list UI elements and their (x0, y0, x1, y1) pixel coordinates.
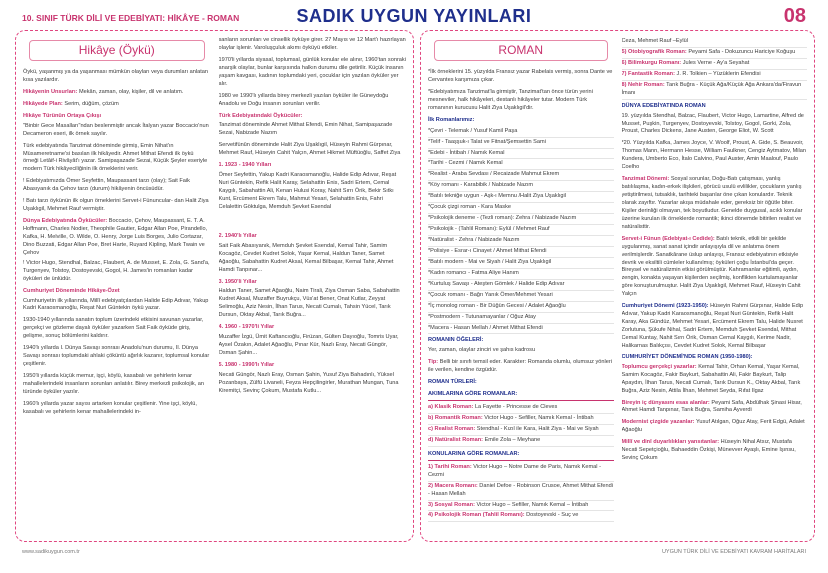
text: *Psikolojik - (Tahlil Romanı): Eylül / Mehmet Rauf (428, 226, 550, 233)
paragraph (219, 57, 407, 89)
paragraph (23, 317, 211, 341)
paragraph (23, 89, 211, 97)
list-item (428, 414, 614, 425)
paragraph (23, 69, 211, 85)
term-label: 2) Macera Romanı: (428, 482, 478, 489)
text: *Macera - Hasan Mellah / Ahmet Mithat Efendi (428, 324, 543, 331)
text: Daniel Defoe - Robinson Crusoe, Ahmet Mithat Efendi - Hasan Mellah (428, 482, 614, 497)
text: Kemal Tahir, Orhan Kemal, Yaşar Kemal, Samim Kocagöz, Fakir Baykurt, Sabahattin Ali, Fakir Baykurt, Talip Apaydın, İlhan Tarus, Necati Cumalı, Tarık Dursun K., Oktay Akbal, Tarık Buğra, Aziz Nesin, Attila İlhan, Mehmet Seyda, Rıfat Ilgaz (621, 363, 801, 394)
text: ! Victor Hugo, Stendhal, Balzac, Flaubert, A. de Musset, E. Zola, G. Sand'a, Turgenyev, Tolstoy, Dostoyevski, Gogol, H. James'in romanları kadar öyküleri de ünlüdür. (23, 259, 210, 282)
text: Türk Edebiyatındaki Öykücüler: (218, 112, 303, 119)
text: Hüseyin Rahmi Gürpınar, Halide Edip Adıvar, Yakup Kadri Karaosmanoğlu, Reşat Nuri Güntekin, Refik Halit Karay, Aka Gündüz, Mehmet Yesari, Ercüment Ekrem Talu, Halide Nusret Zorlutuna, Şükufe Nihal, Sadri Ertem, Memduh Şevket Esendal, Mithat Cemal Kuntay, Nahit Sırrı Örik, Osman Cemal Kaygılı, Kerime Nadir, Halikarnas Balıkçısı, Cevdet Kudret Solok, Kemal Bilbaşar (621, 303, 804, 349)
text: Cumhuriyetin ilk yıllarında, Millî edebiyatçılardan Halide Edip Adıvar, Yakup Kadri Karaosmanoğlu, Reşat Nuri Güntekin öykü yazar. (23, 297, 209, 312)
text: *İlk örneklerini 15. yüzyılda Fransız yazar Rabelais vermiş, sonra Dante ve Cervantes karşımıza çıkar. (428, 69, 613, 83)
text: Peyami Safa, Abdülhak Şinasi Hisar, Ahmet Hamdi Tanpınar, Tarık Buğra, Samiha Ayverdi (621, 399, 802, 414)
section-heading (23, 218, 211, 258)
section-heading (219, 233, 407, 241)
text: *Natüralist - Zehra / Nabizade Nazım (428, 237, 520, 244)
list-item (428, 501, 614, 512)
hikaye-panel (15, 30, 414, 542)
text: *Kadın romancı - Fatma Aliye Hanım (428, 269, 519, 276)
list-item (428, 149, 614, 160)
text: Tarık Buğra - Küçük Ağa/Küçük Ağa Ankara'da/Firavun İmanı (621, 81, 802, 96)
term-label: Tanzimat Dönemi: (621, 176, 670, 183)
term-label: b) Romantik Roman: (428, 415, 483, 422)
section-heading (219, 162, 407, 170)
text: Dünya Edebiyatında Öykücüler: (23, 218, 108, 225)
term-label: c) Realist Roman: (428, 425, 476, 432)
list-item (428, 138, 614, 149)
text: 1980 ve 1990'lı yıllarda birey merkezli yazılan öyküler ile Güneydoğu Anadolu ve Doğu insanın sorunları verilir. (218, 92, 389, 107)
paragraph (219, 93, 407, 109)
paragraph (428, 69, 614, 85)
roman-column-1 (428, 37, 614, 535)
term-label: Millî ve dinî duyarlılıkları yansıtanlar: (621, 439, 720, 446)
list-item (428, 247, 614, 258)
text: Batılı teknik, etkili bir şekilde uygulanmış, sanat sanat içindir anlayışıyla dil ve anlatıma önem verilmişlerdir. Sanatkârane üslup anlayışı, Fransız edebiyatının etkisiyle devrik ve eksiltili cümleler kullanılmış; öyküleri çoğu İstanbul'da geçer. Bireysel ve natüralizmin etkisi görülmüştür. Kahramanlar eğitimli, aydın, zengin, konakta yaşayan kişilerden seçilmiş, konflikten kurtulamayanlar göre konuşturulmuştur. Halit Ziya Uşaklıgil, Mehmet Rauf, Hüseyin Cahit Yalçın (621, 235, 801, 298)
text: Jules Verne - Ay'a Seyahat (681, 59, 750, 66)
paragraph (23, 143, 211, 175)
section-heading (428, 450, 614, 461)
paragraph (219, 334, 407, 358)
roman-panel (420, 30, 815, 542)
paragraph (219, 37, 407, 53)
paragraph (428, 89, 614, 113)
footer-series: UYGUN TÜRK DİLİ VE EDEBİYATI KAVRAM HARİTALARI (661, 549, 806, 555)
text: Mekân, zaman, olay, kişiler, dil ve anlatım. (77, 88, 184, 95)
text: AKIMLARINA GÖRE ROMANLAR: (428, 391, 518, 398)
paragraph (23, 123, 211, 139)
text: *Kurtuluş Savaşı - Ateşten Gömlek / Halide Edip Adıvar (428, 280, 565, 287)
text: KONULARINA GÖRE ROMANLAR: (428, 450, 520, 457)
text: Peyami Safa - Dokuzuncu Hariciye Koğuşu (686, 48, 796, 55)
text: Belli bir sınıfı temsil eder. Karakter: Romanda olumlu, olumsuz yönleri ile verilen, kendine özgüdür. (428, 359, 612, 374)
text: *Çocuk romanı - Bağrı Yanık Ömer/Mehmet Yesari (428, 291, 553, 298)
section-heading (622, 103, 808, 111)
list-item (622, 59, 808, 70)
text: Serim, düğüm, çözüm (62, 100, 119, 107)
list-item (428, 203, 614, 214)
text: Haldun Taner, Samet Ağaoğlu, Naim Tirali, Ziya Osman Saba, Sabahattin Kudret Aksal, Muzaffer Buyrukçu, Vüs'at Bener, Onat Kutlar, Zeyyat Selimoğlu, Aziz Nesin, İlhan Tarus, Necati Cumalı, Tahsin Yücel, Tarık Dursun, Oktay Akbal, Tarık Buğra... (218, 288, 400, 319)
text: 19. yüzyılda Stendhal, Balzac, Flaubert, Victor Hugo, Lamartine, Alfred de Musset, Puşkin, Turgenyev, Dostoyevski, Tolstoy, Gogol, Gorki, Zola, Proust, Charles Dickens, Jane Austen, George Eliot, W. Scott (621, 112, 804, 135)
paragraph (219, 122, 407, 138)
text: 1970'li yıllarda siyasal, toplumsal, günlük konular ele alınır, 1960'tan sonraki anarşik olaylar, bunlar karşısında halkın durumu dile getirilir. Küçük insanın yaşam kavgası, kadının toplumdaki yeri, çocuklar için yazılan öyküler yer alır. (218, 56, 406, 87)
paragraph (622, 419, 808, 435)
paragraph (219, 288, 407, 320)
text: Necati Güngör, Nazlı Eray, Osman Şahin, Yusuf Ziya Bahadınlı, Yüksel Pozanbaya, Zülfü Livaneli, Feyza Hepçilingirler, Murathan Mungan, Tuna Kiremitçi, Sevinç Çokum, Mustafa Kutlu... (218, 371, 399, 394)
text: 1960'lı yıllarda yazar sayısı artarken konular çeşitlenir. Yine işçi, köylü, kasabalı ve şehirlerin kenar mahallelerindeki in- (23, 400, 197, 415)
section-heading (219, 362, 407, 370)
section-heading (23, 113, 211, 121)
hikaye-title: Hikâye (Öykü) (29, 40, 205, 61)
paragraph (622, 140, 808, 172)
text: CUMHURİYET DÖNEMİ'NDE ROMAN (1950-1980): (621, 353, 753, 360)
list-item (622, 70, 808, 81)
text: *20. Yüzyılda Kafka, James Joyce, V. Woolf, Proust, A. Gide, S. Beauvoir, Thomas Mann, Hermann Hesse, William Faulkner, Cengiz Aytmatov, Milan Kundera, Umberto Eco, İtalo Calvino, Paul Auster, Amin Maalouf, Paulo Coelho (621, 140, 806, 171)
section-heading (622, 303, 808, 351)
text: Boccacio, Çehov, Maupassant, E. T. A. Hoffmann, Charles Nodier, Theophile Gautier, Edgar Allan Poe, Pirandello, Kafka, H. Melville, O. Wilde, O. Henry, Jorge Luis Borges, Julio Cortazar, Dino Buzzati, Edgar Allan Poe, Bret Harte, Ruyard Kipling, Mark Twain ve Çehov (23, 218, 208, 256)
list-item (428, 425, 614, 436)
hikaye-column-1 (23, 37, 211, 535)
text: "Binbir Gece Masalları"ndan beslenmiştir ancak İtalyan yazar Boccacio'nun Decameron eseri, ilk örnek sayılır. (23, 122, 209, 137)
text: Cumhuriyet Döneminde Hikâye-Özet (23, 287, 120, 294)
paragraph (23, 401, 211, 417)
text: ROMANIN ÖĞELERİ: (428, 337, 484, 344)
text: Dostoyevski - Suç ve (524, 512, 579, 519)
term-label: 1) Tarihi Roman: (428, 463, 472, 470)
list-item (428, 181, 614, 192)
term-label: Hikâyede Plan: (23, 100, 63, 107)
text: Yusuf Atılgan, Oğuz Atay, Ferit Edgü, Adalet Ağaoğlu (621, 419, 805, 434)
text: *Çevri - Telemak / Yusuf Kamil Paşa (428, 127, 518, 134)
list-item (428, 482, 614, 501)
roman-title: ROMAN (434, 40, 608, 61)
text: *Realist - Araba Sevdası / Recaizade Mahmut Ekrem (428, 171, 560, 178)
term-label: 3) Sosyal Roman: (428, 501, 475, 508)
paragraph (219, 172, 407, 212)
list-item (622, 37, 808, 48)
text: J. R. Tolkien – Yüzüklerin Efendisi (674, 70, 761, 77)
term-label: Hikâyenin Unsurları: (23, 88, 78, 95)
list-item (428, 170, 614, 181)
list-item (428, 236, 614, 247)
term-label: Bireyin iç dünyasını esas alanlar: (621, 399, 710, 406)
text: La Fayette - Princesse de Cleves (473, 404, 558, 411)
footer-website: www.sadikuygun.com.tr (22, 549, 80, 555)
list-item (428, 302, 614, 313)
text: 1930-1940 yıllarında sanatın toplum üzerindeki etkisini savunan yazarlar, gerçekçi ve gözleme dayalı öyküler yazarken Sait Faik öyküde giriş, gelişme, sonuç bölümlerini kaldırır. (23, 317, 204, 340)
section-heading (428, 117, 614, 125)
term-label: Toplumcu gerçekçi yazarlar: (621, 363, 697, 370)
text: 2. 1940'lı Yıllar (218, 232, 257, 239)
text: Sait Faik Abasıyanık, Memduh Şevket Esendal, Kemal Tahir, Samim Kocagöz, Cevdet Kudret Solok, Yaşar Kemal, Haldun Taner, Samet Ağaoğlu, Sabahattin Kudret Aksal, Kemal Bilbaşar, Kemal Tahir, Ahmet Hamdi Tanpınar... (218, 242, 394, 273)
paragraph (219, 243, 407, 275)
text: Victor Hugo - Sefiller, Namık Kemal - İntibah (482, 415, 594, 422)
text: Ceza, Mehmet Rauf –Eylül (621, 38, 689, 44)
term-label: 4) Psikolojik Roman (Tahlil Romanı): (428, 512, 525, 519)
text: *Postmodern - Tutunamayanlar / Oğuz Atay (428, 313, 536, 320)
paragraph (622, 176, 808, 232)
text: Ömer Seyfettin, Yakup Kadri Karaosmanoğlu, Halide Edip Adıvar, Reşat Nuri Güntekin, Refik Halit Karay, Selahattin Enis, Sadri Ertem, Cemal Kaygılı, Sabahattin Ali, Kenan Hulusi Koray, Nahit Sırrı Örik, Bekir Sıtkı Kunt, Ercüment Ekrem Talu, Mahmut Yesari, Selahattin Enis, Fahri Celalettin Göktulga, Memduh Şevket Esendal (218, 172, 397, 210)
term-label: 8) Nehir Roman: (621, 81, 665, 88)
list-item (622, 48, 808, 59)
text: Yer, zaman, olaylar zinciri ve şahıs kadrosu (428, 347, 536, 354)
paragraph (23, 178, 211, 194)
text: Öykü, yaşanmış ya da yaşanması mümkün olayları veya durumları anlatan kısa yazılardır. (23, 69, 208, 83)
section-heading (428, 379, 614, 387)
term-label: 5) Otobiyografik Roman: (621, 48, 687, 55)
text: *Edebiyatımıza Tanzimat'la girmiştir, Tanzimat'tan önce türün yerini mesneviler, halk hikâyeleri, destanlı hikâyeler tutar. Modern Türk romanının kurucusu Halit Ziya Uşaklıgil'dir. (428, 88, 593, 111)
page-number: 08 (783, 5, 806, 27)
text: Servetifünûn döneminde Halit Ziya Uşaklıgil, Hüseyin Rahmi Gürpınar, Mehmet Rauf, Hüseyin Cahit Yalçın, Ahmet Hikmet Müftüoğlu, Saffet Ziya (218, 142, 401, 157)
paragraph (23, 198, 211, 214)
text: Hikâye Türünün Ortaya Çıkışı (23, 112, 102, 119)
text: *Edebi - İntibah / Namık Kemal (428, 149, 505, 156)
paragraph (428, 347, 614, 355)
list-item (428, 463, 614, 482)
list-item (428, 511, 614, 522)
paragraph (622, 236, 808, 300)
paragraph (622, 364, 808, 396)
text: 1950'li yıllarda küçük memur, işçi, köylü, kasabalı ve şehirlerin kenar mahallelerindeki insanların sorunları anlatılır. Birey merkezli psikolojik, an türünde öyküler yazılır. (23, 373, 204, 395)
list-item (428, 214, 614, 225)
paragraph (428, 359, 614, 375)
spacer (219, 216, 407, 230)
text: Victor Hugo – Sefiller, Namık Kemal – İntibah (474, 501, 589, 508)
text: *Batılı tekniğe uygun - Aşk-ı Memnu /Halit Ziya Uşaklıgil (428, 193, 567, 200)
section-heading (23, 288, 211, 296)
paragraph (23, 260, 211, 284)
section-heading (219, 113, 407, 121)
text: 1. 1923 - 1940 Yılları (218, 162, 272, 169)
list-item (428, 403, 614, 414)
text: ROMAN TÜRLERİ: (428, 379, 477, 386)
text: Sosyal sorunlar, Doğu-Batı çatışması, yanlış batılılaşma, kadın-erkek ilişkileri, görücü usulü evlilikler, çocukların yanlış yetiştirilmesi, tutsaklık, tarihteki başarılar öne çıkan konulardır. Teknik olarak zayıftır. Yazarlar akışa müdahale eder, gereksiz bir öğütle biter. Kişiler derinliği olmayan, tek boyutludur. Genelde duygusal, acıklı konular üzerine kurulan ilk örneklerde romantik; ikinci dönemde bitirilen realist ve natüralisttir. (621, 176, 803, 230)
text: *Çocuk çizgi roman - Kara Maske (428, 204, 512, 211)
text: sanların sorunları ve cinsellik öyküye girer. 27 Mayıs ve 12 Mart'ı hazırlayan olaylar işlenir. Varoluşçuluk akımı öyküyü etkiler. (218, 37, 406, 51)
list-item (428, 159, 614, 170)
term-label: Tip: (428, 359, 439, 366)
paragraph (23, 298, 211, 314)
list-item (428, 436, 614, 447)
text: 1940'lı yıllarda I. Dünya Savaşı sonrası Anadolu'nun durumu, II. Dünya Savaşı sonrası toplumdaki ahlaki çöküntü ağırlık kazanır, toplumsal konular çeşitlenir. (23, 345, 210, 368)
paragraph (622, 113, 808, 137)
list-item (428, 127, 614, 138)
text: ! Batı tarzı öykünün ilk olgun örneklerini Servet-i Fünuncular- dan Halit Ziya Uşaklıgil, Mehmet Rauf vermiştir. (23, 198, 209, 213)
text: Emile Zola – Meyhane (483, 436, 541, 443)
term-label: d) Natüralist Roman: (428, 436, 484, 443)
text: *Köy romanı - Karabibik / Nabizade Nazım (428, 182, 534, 189)
list-item (428, 269, 614, 280)
text: 5. 1980 - 1990'lı Yıllar (218, 361, 275, 368)
list-item (622, 81, 808, 100)
list-item (428, 258, 614, 269)
text: Hüseyin Nihal Atsız, Mustafa Necati Sepetçioğlu, Bahaeddin Özkişi, Münevver Ayaşlı, Emine Işınsu, Sevinç Çokum (621, 439, 796, 462)
section-heading (219, 324, 407, 332)
paragraph (622, 439, 808, 463)
list-item (428, 324, 614, 335)
text: Tanzimat döneminde Ahmet Mithat Efendi, Emin Nihat, Samipaşazade Sezai, Nabizade Nazım (218, 122, 393, 137)
hikaye-column-2 (219, 37, 407, 535)
section-heading (622, 354, 808, 362)
section-heading (428, 390, 614, 401)
term-label: a) Klasik Roman: (428, 404, 474, 411)
term-label: 6) Bilimkurgu Romanı: (621, 59, 682, 66)
header-subject: 10. SINIF TÜRK DİLİ VE EDEBİYATI: HİKÂYE - ROMAN (22, 13, 240, 23)
paragraph (219, 142, 407, 158)
term-label: Modernist çizgide yazanlar: (621, 419, 695, 426)
text: Victor Hugo – Notre Dame de Paris, Namık Kemal - Cezmi (428, 463, 601, 478)
roman-column-2 (622, 37, 808, 535)
section-heading (428, 337, 614, 345)
text: DÜNYA EDEBİYATINDA ROMAN (621, 102, 706, 109)
paragraph (622, 400, 808, 416)
text: *Psikolojik deneme - (Tezli roman): Zehra / Nabizade Nazım (428, 215, 577, 222)
text: Cumhuriyet Dönemi (1923-1950): (621, 303, 709, 310)
text: *Batılı modern - Mai ve Siyah / Halit Ziya Uşaklıgil (428, 258, 552, 265)
term-label: 7) Fantastik Roman: (621, 70, 675, 77)
text: *İç monolog roman - Bir Düğün Gecesi / Adalet Ağaoğlu (428, 302, 566, 309)
publisher-title: SADIK UYGUN YAYINLARI (296, 6, 532, 26)
section-heading (219, 279, 407, 287)
list-item (428, 192, 614, 203)
paragraph (23, 345, 211, 369)
paragraph (23, 373, 211, 397)
paragraph (219, 372, 407, 396)
list-item (428, 280, 614, 291)
list-item (428, 291, 614, 302)
text: *Tarihi - Cezmi / Namık Kemal (428, 160, 503, 167)
text: *Polisiye - Esrar-ı Cinayet / Ahmet Mithat Efendi (428, 247, 547, 254)
text: 4. 1960 - 1970'li Yıllar (218, 324, 275, 331)
text: İlk Romanlarımız: (428, 116, 475, 123)
text: 3. 1950'li Yıllar (218, 278, 257, 285)
text: Türk edebiyatında Tanzimat döneminde girmiş, Emin Nihat'ın Müsameretname'si basılan ilk hikâyedir. Ahmet Mithat Efendi ilk öykü örneği Letâif-i Rivâyât'ı yazar. Samipaşazade Sezai, Küçük Şeyler eseriyle modern Türk hikâyeciliğinin ilk örneklerini verir. (23, 142, 208, 173)
text: ! Edebiyatımızda Ömer Seyfettin, Maupassant tarzı (olay); Sait Faik Abasıyanık da Çehov tarzı (durum) hikâyenin öncüsüdür. (23, 178, 190, 193)
list-item (428, 313, 614, 324)
text: Stendhal - Kızıl ile Kara, Halit Ziya - Mai ve Siyah (475, 425, 599, 432)
list-item (428, 225, 614, 236)
text: Muzaffer İzgü, Ümit Kaftancıoğlu, Firüzan, Gülten Dayıoğlu, Tomris Uyar, Aysel Özakın, Adalet Ağaoğlu, Pınar Kür, Nazlı Eray, Necati Güngör, Osman Şahin... (218, 334, 399, 356)
text: *Telif - Taaşşuk-ı Talat ve Fitnat/Şemsettin Sami (428, 138, 546, 145)
paragraph (23, 101, 211, 109)
term-label: Servet-i Fünun (Edebiyat-ı Cedide): (621, 235, 715, 242)
